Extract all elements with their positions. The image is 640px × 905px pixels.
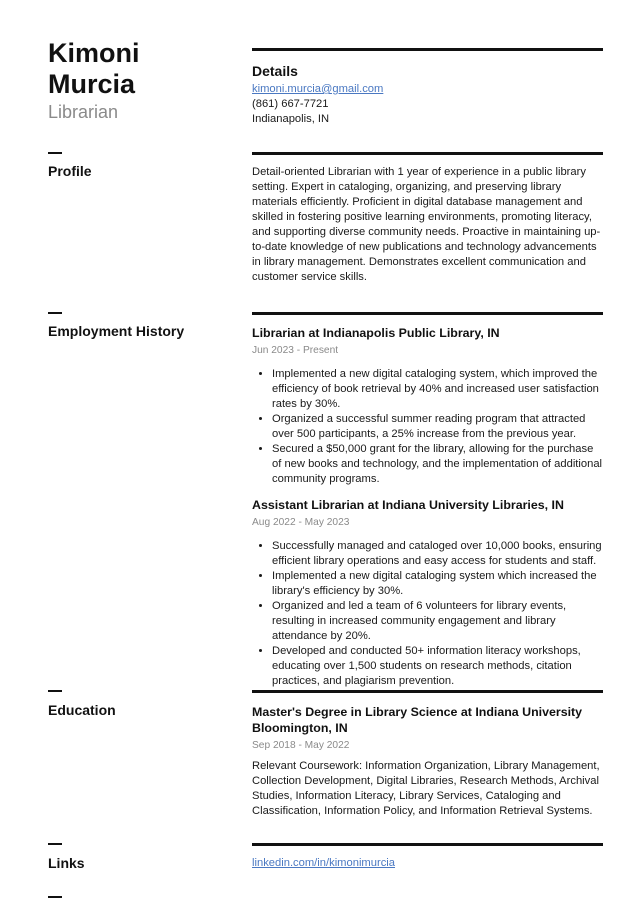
profile-section [252, 165, 604, 285]
job-bullet: • Developed and conducted 50+ information literacy workshops, educating over 1,500 students on research methods, citation practices, and plagiarism prevention. [272, 644, 604, 689]
job-bullet: • Organized a successful summer reading program that attracted over 500 participants, a 25% increase from the previous year. [272, 412, 604, 442]
education-dash [48, 690, 62, 692]
job-dates: Jun 2023 - Present [252, 345, 339, 356]
last-name: Murcia [48, 69, 136, 99]
profile-divider [252, 152, 603, 155]
degree-title: Master's Degree in Library Science at Indiana University Bloomington, IN [252, 705, 583, 735]
job-title: Librarian [48, 102, 119, 122]
job-entry [252, 325, 604, 487]
employment-dash [48, 312, 62, 314]
phone-number: (861) 667-7721 [252, 98, 329, 110]
job-bullets [252, 367, 604, 487]
job-title-heading: Librarian at Indianapolis Public Library, IN [252, 326, 500, 340]
job-bullets [252, 539, 604, 689]
job-title-heading: Assistant Librarian at Indiana University Libraries, IN [252, 498, 564, 512]
profile-text: Detail-oriented Librarian with 1 year of experience in a public library setting. Expert in cataloging, organizing, and preserving library materials efficiently. Proficient in digital database management and skilled in fostering positive learning environments, promoting literacy, and supporting diverse community needs. Proactive in maintaining up-to-date knowledge of new publications and technology advancements in library management. Demonstrates excellent communication and customer service skills. [252, 166, 601, 283]
job-bullet: • Implemented a new digital cataloging system, which improved the efficiency of book retrieval by 40% and increased user satisfaction rates by 30%. [272, 367, 604, 412]
links-section [252, 856, 604, 871]
job-entry [252, 497, 604, 689]
links-heading: Links [48, 855, 85, 871]
job-dates: Aug 2022 - May 2023 [252, 517, 350, 528]
employment-heading: Employment History [48, 323, 185, 339]
links-divider [252, 843, 603, 846]
education-divider [252, 690, 603, 693]
details-divider [252, 48, 603, 51]
candidate-name [48, 38, 228, 100]
education-section [252, 704, 604, 819]
coursework-text: Relevant Coursework: Information Organization, Library Management, Collection Development, Digital Libraries, Research Methods, Archival Studies, Information Literacy, Library Services, Cataloging and Classification, Information Policy, and Information Retrieval Systems. [252, 760, 600, 817]
employment-divider [252, 312, 603, 315]
job-bullet: • Organized and led a team of 6 volunteers for library events, resulting in increased community engagement and library attendance by 20%. [272, 599, 604, 644]
first-name: Kimoni [48, 38, 140, 68]
footer-dash [48, 896, 62, 898]
details-heading: Details [252, 63, 298, 79]
job-bullet: • Secured a $50,000 grant for the library, allowing for the purchase of new books and technology, and the implementation of additional community programs. [272, 442, 604, 487]
email-link[interactable]: kimoni.murcia@gmail.com [252, 83, 384, 95]
profile-dash [48, 152, 62, 154]
education-heading: Education [48, 702, 116, 718]
location: Indianapolis, IN [252, 113, 330, 125]
links-dash [48, 843, 62, 845]
job-bullet: • Implemented a new digital cataloging system which increased the library's efficiency by 30%. [272, 569, 604, 599]
education-dates: Sep 2018 - May 2022 [252, 740, 350, 751]
profile-heading: Profile [48, 163, 92, 179]
details-section [252, 62, 604, 127]
linkedin-link[interactable]: linkedin.com/in/kimonimurcia [252, 857, 396, 869]
employment-section [252, 325, 604, 689]
job-bullet: • Successfully managed and cataloged over 10,000 books, ensuring efficient library operations and easy access for students and staff. [272, 539, 604, 569]
